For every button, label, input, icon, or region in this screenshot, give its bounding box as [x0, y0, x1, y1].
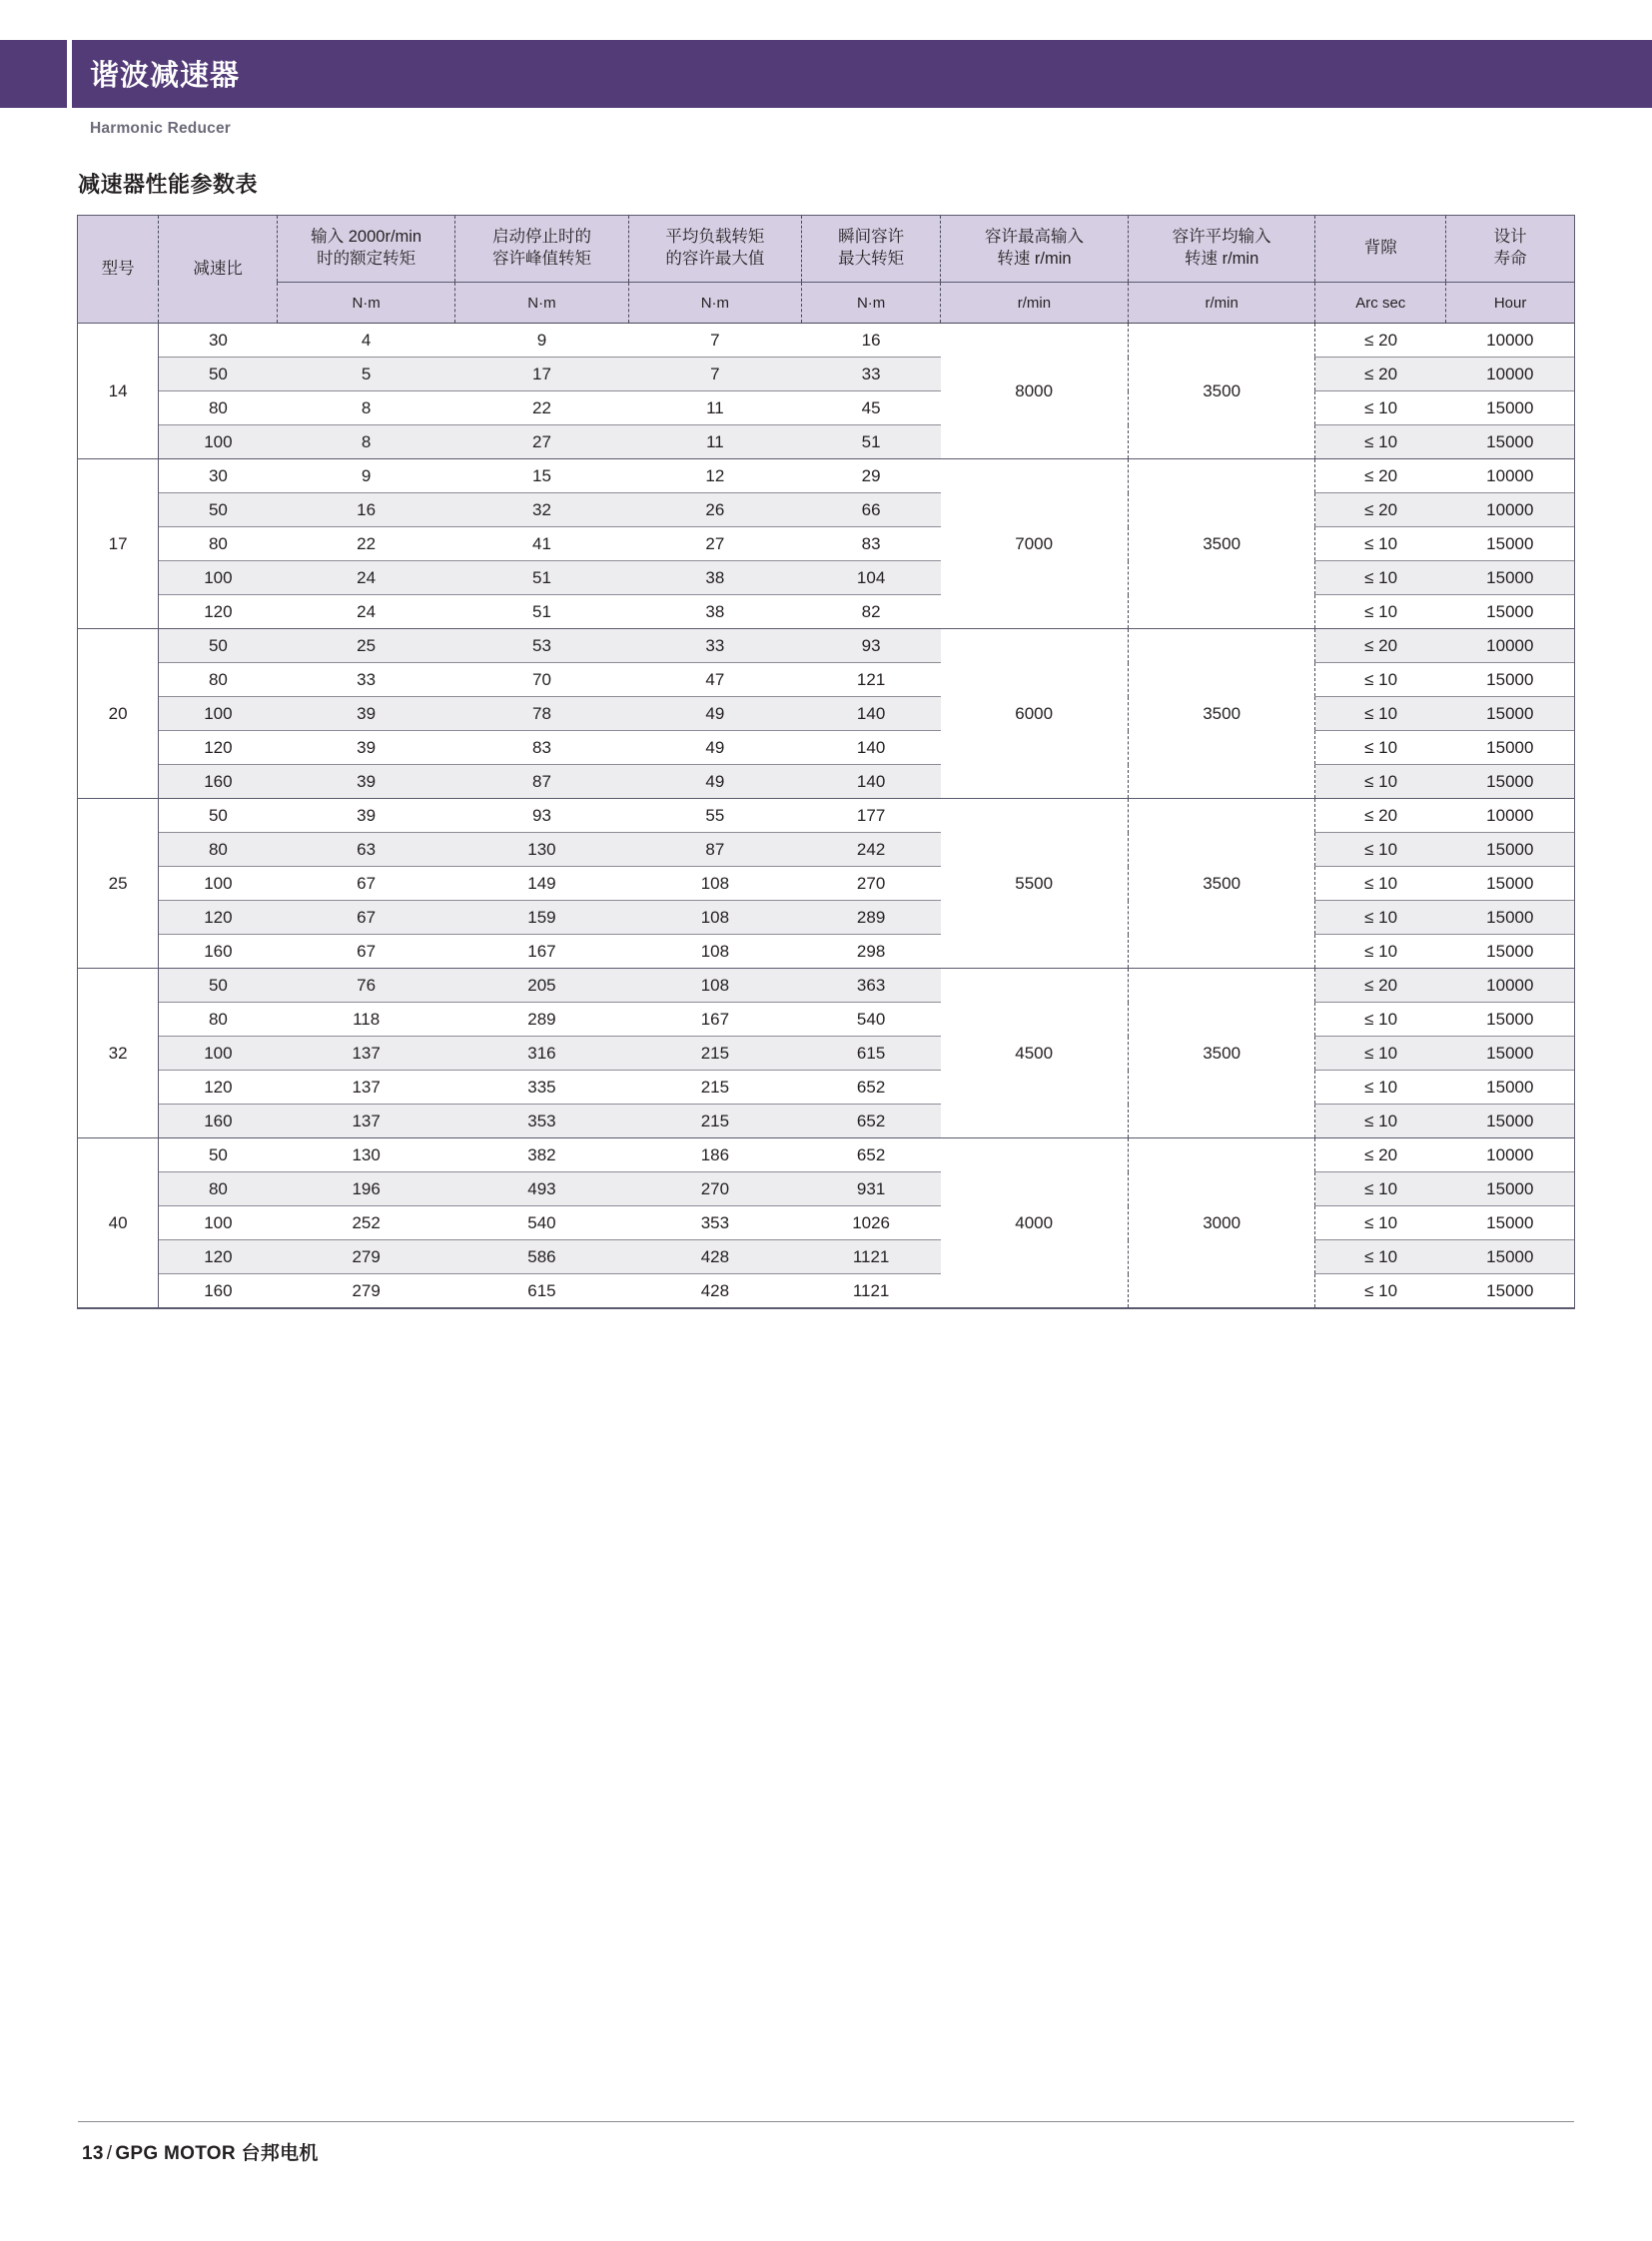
cell-design-life: 10000	[1446, 969, 1574, 1003]
table-row	[78, 765, 1574, 799]
table-row	[78, 867, 1574, 901]
cell-momentary-torque: 140	[802, 765, 941, 799]
cell-ratio: 120	[159, 1071, 278, 1105]
cell-rated-torque: 9	[278, 459, 455, 493]
table-row	[78, 1105, 1574, 1138]
page-header	[0, 0, 1652, 110]
cell-avg-load-torque: 26	[628, 493, 801, 527]
table-row	[78, 969, 1574, 1003]
cell-ratio: 80	[159, 391, 278, 425]
col-header-design-life	[1446, 216, 1574, 283]
cell-avg-load-torque: 33	[628, 629, 801, 663]
cell-backlash: ≤ 10	[1315, 1105, 1446, 1138]
table-row	[78, 663, 1574, 697]
col-header-ratio: 减速比	[159, 216, 278, 324]
page-subtitle: Harmonic Reducer	[90, 120, 232, 137]
cell-peak-torque: 51	[455, 561, 628, 595]
cell-rated-torque: 118	[278, 1003, 455, 1037]
cell-ratio: 80	[159, 833, 278, 867]
cell-momentary-torque: 82	[802, 595, 941, 629]
table-row	[78, 799, 1574, 833]
cell-design-life: 10000	[1446, 493, 1574, 527]
footer	[82, 2138, 319, 2165]
cell-rated-torque: 130	[278, 1138, 455, 1172]
cell-momentary-torque: 177	[802, 799, 941, 833]
cell-ratio: 100	[159, 561, 278, 595]
cell-backlash: ≤ 10	[1315, 425, 1446, 459]
cell-rated-torque: 33	[278, 663, 455, 697]
unit-peak-torque: N·m	[455, 283, 628, 324]
section-title: 减速器性能参数表	[78, 172, 259, 197]
cell-ratio: 160	[159, 1274, 278, 1308]
cell-backlash: ≤ 10	[1315, 391, 1446, 425]
cell-backlash: ≤ 10	[1315, 833, 1446, 867]
cell-avg-load-torque: 49	[628, 697, 801, 731]
cell-design-life: 15000	[1446, 1003, 1574, 1037]
table-row	[78, 1138, 1574, 1172]
cell-momentary-torque: 29	[802, 459, 941, 493]
unit-avg-load-torque: N·m	[628, 283, 801, 324]
cell-rated-torque: 39	[278, 697, 455, 731]
cell-rated-torque: 4	[278, 324, 455, 358]
table-row	[78, 459, 1574, 493]
cell-momentary-torque: 1121	[802, 1240, 941, 1274]
cell-momentary-torque: 140	[802, 697, 941, 731]
cell-avg-load-torque: 353	[628, 1206, 801, 1240]
cell-backlash: ≤ 10	[1315, 1172, 1446, 1206]
table-row	[78, 527, 1574, 561]
cell-peak-torque: 149	[455, 867, 628, 901]
cell-peak-torque: 70	[455, 663, 628, 697]
cell-avg-input-speed: 3500	[1128, 324, 1315, 459]
cell-backlash: ≤ 20	[1315, 969, 1446, 1003]
cell-rated-torque: 252	[278, 1206, 455, 1240]
cell-backlash: ≤ 20	[1315, 493, 1446, 527]
cell-rated-torque: 137	[278, 1071, 455, 1105]
cell-rated-torque: 8	[278, 425, 455, 459]
cell-momentary-torque: 16	[802, 324, 941, 358]
cell-model: 17	[78, 459, 159, 629]
cell-rated-torque: 25	[278, 629, 455, 663]
cell-backlash: ≤ 10	[1315, 663, 1446, 697]
table-row	[78, 1206, 1574, 1240]
cell-backlash: ≤ 20	[1315, 324, 1446, 358]
cell-rated-torque: 8	[278, 391, 455, 425]
cell-momentary-torque: 1026	[802, 1206, 941, 1240]
cell-rated-torque: 137	[278, 1105, 455, 1138]
table-row	[78, 731, 1574, 765]
cell-backlash: ≤ 10	[1315, 1003, 1446, 1037]
cell-ratio: 80	[159, 1172, 278, 1206]
cell-peak-torque: 316	[455, 1037, 628, 1071]
header-row-units	[78, 283, 1574, 324]
cell-rated-torque: 196	[278, 1172, 455, 1206]
cell-model: 20	[78, 629, 159, 799]
cell-rated-torque: 137	[278, 1037, 455, 1071]
cell-max-input-speed: 4000	[941, 1138, 1129, 1308]
footer-separator: /	[106, 2143, 113, 2164]
cell-design-life: 15000	[1446, 935, 1574, 969]
table-row	[78, 833, 1574, 867]
col-header-avg-load-torque	[628, 216, 801, 283]
table-row	[78, 561, 1574, 595]
cell-design-life: 15000	[1446, 527, 1574, 561]
cell-momentary-torque: 289	[802, 901, 941, 935]
col-header-max-input-speed-line1: 容许最高输入	[984, 228, 1084, 247]
col-header-design-life-line2: 寿命	[1493, 250, 1527, 268]
table-row	[78, 493, 1574, 527]
cell-rated-torque: 39	[278, 731, 455, 765]
col-header-max-input-speed-line2: 转速 r/min	[997, 250, 1072, 268]
header-band-left-block	[0, 40, 67, 108]
table-row	[78, 391, 1574, 425]
cell-ratio: 100	[159, 867, 278, 901]
page-title: 谐波减速器	[90, 60, 241, 92]
cell-design-life: 15000	[1446, 1105, 1574, 1138]
cell-avg-load-torque: 38	[628, 595, 801, 629]
cell-peak-torque: 586	[455, 1240, 628, 1274]
col-header-max-input-speed	[941, 216, 1129, 283]
cell-backlash: ≤ 10	[1315, 901, 1446, 935]
cell-rated-torque: 39	[278, 765, 455, 799]
cell-design-life: 15000	[1446, 731, 1574, 765]
cell-avg-input-speed: 3500	[1128, 459, 1315, 629]
cell-peak-torque: 41	[455, 527, 628, 561]
col-header-momentary-torque-line1: 瞬间容许	[838, 228, 905, 247]
cell-avg-load-torque: 428	[628, 1274, 801, 1308]
cell-ratio: 120	[159, 595, 278, 629]
cell-backlash: ≤ 10	[1315, 527, 1446, 561]
cell-ratio: 100	[159, 1206, 278, 1240]
col-header-design-life-line1: 设计	[1493, 228, 1527, 247]
cell-backlash: ≤ 10	[1315, 765, 1446, 799]
table-row	[78, 425, 1574, 459]
table-row	[78, 595, 1574, 629]
cell-max-input-speed: 5500	[941, 799, 1129, 969]
cell-design-life: 15000	[1446, 1172, 1574, 1206]
cell-ratio: 50	[159, 1138, 278, 1172]
cell-backlash: ≤ 10	[1315, 731, 1446, 765]
cell-model: 25	[78, 799, 159, 969]
cell-peak-torque: 87	[455, 765, 628, 799]
header-band-main	[72, 40, 1652, 108]
cell-rated-torque: 67	[278, 867, 455, 901]
cell-momentary-torque: 121	[802, 663, 941, 697]
cell-model: 40	[78, 1138, 159, 1308]
cell-avg-load-torque: 49	[628, 731, 801, 765]
cell-ratio: 160	[159, 1105, 278, 1138]
cell-momentary-torque: 931	[802, 1172, 941, 1206]
cell-momentary-torque: 270	[802, 867, 941, 901]
cell-ratio: 80	[159, 1003, 278, 1037]
cell-design-life: 15000	[1446, 765, 1574, 799]
cell-avg-input-speed: 3500	[1128, 969, 1315, 1138]
cell-peak-torque: 130	[455, 833, 628, 867]
cell-avg-load-torque: 186	[628, 1138, 801, 1172]
cell-momentary-torque: 93	[802, 629, 941, 663]
cell-momentary-torque: 1121	[802, 1274, 941, 1308]
unit-max-input-speed: r/min	[941, 283, 1129, 324]
cell-rated-torque: 5	[278, 358, 455, 391]
cell-rated-torque: 76	[278, 969, 455, 1003]
cell-ratio: 80	[159, 663, 278, 697]
cell-design-life: 15000	[1446, 867, 1574, 901]
cell-peak-torque: 382	[455, 1138, 628, 1172]
cell-design-life: 15000	[1446, 663, 1574, 697]
cell-peak-torque: 615	[455, 1274, 628, 1308]
cell-backlash: ≤ 10	[1315, 1071, 1446, 1105]
cell-peak-torque: 53	[455, 629, 628, 663]
unit-design-life: Hour	[1446, 283, 1574, 324]
cell-avg-load-torque: 47	[628, 663, 801, 697]
table-row	[78, 901, 1574, 935]
col-header-momentary-torque-line2: 最大转矩	[838, 250, 905, 268]
cell-design-life: 15000	[1446, 1071, 1574, 1105]
cell-ratio: 120	[159, 901, 278, 935]
table-row	[78, 1240, 1574, 1274]
cell-backlash: ≤ 10	[1315, 1274, 1446, 1308]
cell-ratio: 30	[159, 459, 278, 493]
cell-design-life: 15000	[1446, 391, 1574, 425]
cell-momentary-torque: 33	[802, 358, 941, 391]
cell-backlash: ≤ 10	[1315, 867, 1446, 901]
cell-peak-torque: 167	[455, 935, 628, 969]
cell-momentary-torque: 104	[802, 561, 941, 595]
cell-avg-load-torque: 108	[628, 867, 801, 901]
col-header-rated-torque-line1: 输入 2000r/min	[311, 228, 422, 247]
cell-peak-torque: 17	[455, 358, 628, 391]
cell-momentary-torque: 652	[802, 1138, 941, 1172]
cell-avg-load-torque: 55	[628, 799, 801, 833]
cell-design-life: 10000	[1446, 358, 1574, 391]
cell-avg-load-torque: 108	[628, 969, 801, 1003]
cell-backlash: ≤ 10	[1315, 595, 1446, 629]
table-row	[78, 1071, 1574, 1105]
cell-avg-load-torque: 108	[628, 901, 801, 935]
cell-avg-load-torque: 7	[628, 358, 801, 391]
cell-avg-load-torque: 49	[628, 765, 801, 799]
unit-backlash: Arc sec	[1315, 283, 1446, 324]
cell-design-life: 15000	[1446, 425, 1574, 459]
cell-peak-torque: 32	[455, 493, 628, 527]
cell-ratio: 100	[159, 425, 278, 459]
cell-momentary-torque: 140	[802, 731, 941, 765]
cell-max-input-speed: 6000	[941, 629, 1129, 799]
header-row-main	[78, 216, 1574, 283]
cell-backlash: ≤ 20	[1315, 799, 1446, 833]
footer-divider	[78, 2121, 1574, 2122]
col-header-avg-input-speed-line2: 转速 r/min	[1185, 250, 1259, 268]
cell-design-life: 15000	[1446, 1274, 1574, 1308]
col-header-avg-input-speed	[1128, 216, 1315, 283]
cell-backlash: ≤ 20	[1315, 459, 1446, 493]
cell-momentary-torque: 615	[802, 1037, 941, 1071]
cell-momentary-torque: 540	[802, 1003, 941, 1037]
table-head	[78, 216, 1574, 324]
cell-avg-input-speed: 3500	[1128, 799, 1315, 969]
cell-avg-load-torque: 215	[628, 1071, 801, 1105]
cell-peak-torque: 27	[455, 425, 628, 459]
table-row	[78, 697, 1574, 731]
cell-backlash: ≤ 10	[1315, 697, 1446, 731]
cell-design-life: 15000	[1446, 1240, 1574, 1274]
cell-avg-load-torque: 27	[628, 527, 801, 561]
cell-rated-torque: 22	[278, 527, 455, 561]
cell-peak-torque: 78	[455, 697, 628, 731]
col-header-peak-torque	[455, 216, 628, 283]
cell-model: 32	[78, 969, 159, 1138]
cell-rated-torque: 279	[278, 1240, 455, 1274]
spec-table-container	[78, 216, 1574, 1308]
cell-rated-torque: 67	[278, 901, 455, 935]
cell-max-input-speed: 7000	[941, 459, 1129, 629]
cell-rated-torque: 39	[278, 799, 455, 833]
cell-ratio: 50	[159, 358, 278, 391]
footer-page-number: 13	[82, 2143, 104, 2164]
cell-rated-torque: 67	[278, 935, 455, 969]
col-header-momentary-torque	[802, 216, 941, 283]
col-header-avg-load-torque-line2: 的容许最大值	[665, 250, 765, 268]
cell-design-life: 10000	[1446, 459, 1574, 493]
cell-momentary-torque: 51	[802, 425, 941, 459]
unit-momentary-torque: N·m	[802, 283, 941, 324]
cell-avg-load-torque: 38	[628, 561, 801, 595]
cell-peak-torque: 9	[455, 324, 628, 358]
cell-avg-load-torque: 215	[628, 1105, 801, 1138]
cell-avg-input-speed: 3500	[1128, 629, 1315, 799]
cell-design-life: 15000	[1446, 697, 1574, 731]
cell-momentary-torque: 363	[802, 969, 941, 1003]
cell-rated-torque: 63	[278, 833, 455, 867]
cell-avg-load-torque: 87	[628, 833, 801, 867]
cell-rated-torque: 24	[278, 595, 455, 629]
cell-peak-torque: 93	[455, 799, 628, 833]
table-row	[78, 935, 1574, 969]
col-header-rated-torque-line2: 时的额定转矩	[317, 250, 416, 268]
cell-avg-input-speed: 3000	[1128, 1138, 1315, 1308]
cell-design-life: 10000	[1446, 324, 1574, 358]
footer-brand: GPG MOTOR 台邦电机	[115, 2143, 319, 2164]
cell-avg-load-torque: 270	[628, 1172, 801, 1206]
cell-backlash: ≤ 20	[1315, 629, 1446, 663]
cell-peak-torque: 335	[455, 1071, 628, 1105]
cell-ratio: 120	[159, 731, 278, 765]
cell-ratio: 50	[159, 629, 278, 663]
cell-peak-torque: 353	[455, 1105, 628, 1138]
col-header-peak-torque-line1: 启动停止时的	[491, 228, 591, 247]
cell-backlash: ≤ 20	[1315, 1138, 1446, 1172]
cell-peak-torque: 493	[455, 1172, 628, 1206]
cell-avg-load-torque: 11	[628, 425, 801, 459]
cell-ratio: 50	[159, 969, 278, 1003]
table-row	[78, 1172, 1574, 1206]
table-row	[78, 324, 1574, 358]
cell-design-life: 10000	[1446, 629, 1574, 663]
table-body	[78, 324, 1574, 1308]
cell-ratio: 160	[159, 765, 278, 799]
cell-peak-torque: 22	[455, 391, 628, 425]
cell-design-life: 10000	[1446, 1138, 1574, 1172]
cell-backlash: ≤ 10	[1315, 1240, 1446, 1274]
cell-avg-load-torque: 167	[628, 1003, 801, 1037]
reducer-performance-table	[78, 216, 1574, 1308]
col-header-avg-load-torque-line1: 平均负载转矩	[665, 228, 765, 247]
cell-model: 14	[78, 324, 159, 459]
cell-backlash: ≤ 10	[1315, 1037, 1446, 1071]
cell-momentary-torque: 298	[802, 935, 941, 969]
cell-avg-load-torque: 428	[628, 1240, 801, 1274]
cell-peak-torque: 540	[455, 1206, 628, 1240]
cell-avg-load-torque: 215	[628, 1037, 801, 1071]
cell-rated-torque: 16	[278, 493, 455, 527]
unit-avg-input-speed: r/min	[1128, 283, 1315, 324]
cell-peak-torque: 205	[455, 969, 628, 1003]
cell-peak-torque: 51	[455, 595, 628, 629]
cell-peak-torque: 159	[455, 901, 628, 935]
unit-rated-torque: N·m	[278, 283, 455, 324]
cell-avg-load-torque: 7	[628, 324, 801, 358]
cell-design-life: 15000	[1446, 833, 1574, 867]
cell-ratio: 100	[159, 1037, 278, 1071]
col-header-backlash: 背隙	[1315, 216, 1446, 283]
table-row	[78, 1003, 1574, 1037]
cell-momentary-torque: 652	[802, 1071, 941, 1105]
col-header-avg-input-speed-line1: 容许平均输入	[1172, 228, 1271, 247]
cell-avg-load-torque: 108	[628, 935, 801, 969]
cell-momentary-torque: 242	[802, 833, 941, 867]
cell-design-life: 10000	[1446, 799, 1574, 833]
cell-backlash: ≤ 10	[1315, 561, 1446, 595]
cell-peak-torque: 289	[455, 1003, 628, 1037]
cell-design-life: 15000	[1446, 1206, 1574, 1240]
cell-design-life: 15000	[1446, 1037, 1574, 1071]
cell-momentary-torque: 45	[802, 391, 941, 425]
cell-rated-torque: 24	[278, 561, 455, 595]
cell-ratio: 160	[159, 935, 278, 969]
col-header-peak-torque-line2: 容许峰值转矩	[491, 250, 591, 268]
cell-ratio: 100	[159, 697, 278, 731]
cell-max-input-speed: 8000	[941, 324, 1129, 459]
cell-peak-torque: 83	[455, 731, 628, 765]
table-row	[78, 629, 1574, 663]
cell-ratio: 80	[159, 527, 278, 561]
cell-ratio: 120	[159, 1240, 278, 1274]
cell-design-life: 15000	[1446, 561, 1574, 595]
cell-design-life: 15000	[1446, 595, 1574, 629]
table-row	[78, 358, 1574, 391]
table-row	[78, 1037, 1574, 1071]
cell-peak-torque: 15	[455, 459, 628, 493]
cell-design-life: 15000	[1446, 901, 1574, 935]
cell-backlash: ≤ 20	[1315, 358, 1446, 391]
cell-ratio: 50	[159, 799, 278, 833]
cell-max-input-speed: 4500	[941, 969, 1129, 1138]
cell-ratio: 30	[159, 324, 278, 358]
cell-momentary-torque: 652	[802, 1105, 941, 1138]
cell-avg-load-torque: 11	[628, 391, 801, 425]
cell-backlash: ≤ 10	[1315, 1206, 1446, 1240]
table-row	[78, 1274, 1574, 1308]
cell-ratio: 50	[159, 493, 278, 527]
cell-momentary-torque: 66	[802, 493, 941, 527]
cell-avg-load-torque: 12	[628, 459, 801, 493]
cell-backlash: ≤ 10	[1315, 935, 1446, 969]
col-header-model: 型号	[78, 216, 159, 324]
col-header-rated-torque	[278, 216, 455, 283]
cell-rated-torque: 279	[278, 1274, 455, 1308]
cell-momentary-torque: 83	[802, 527, 941, 561]
